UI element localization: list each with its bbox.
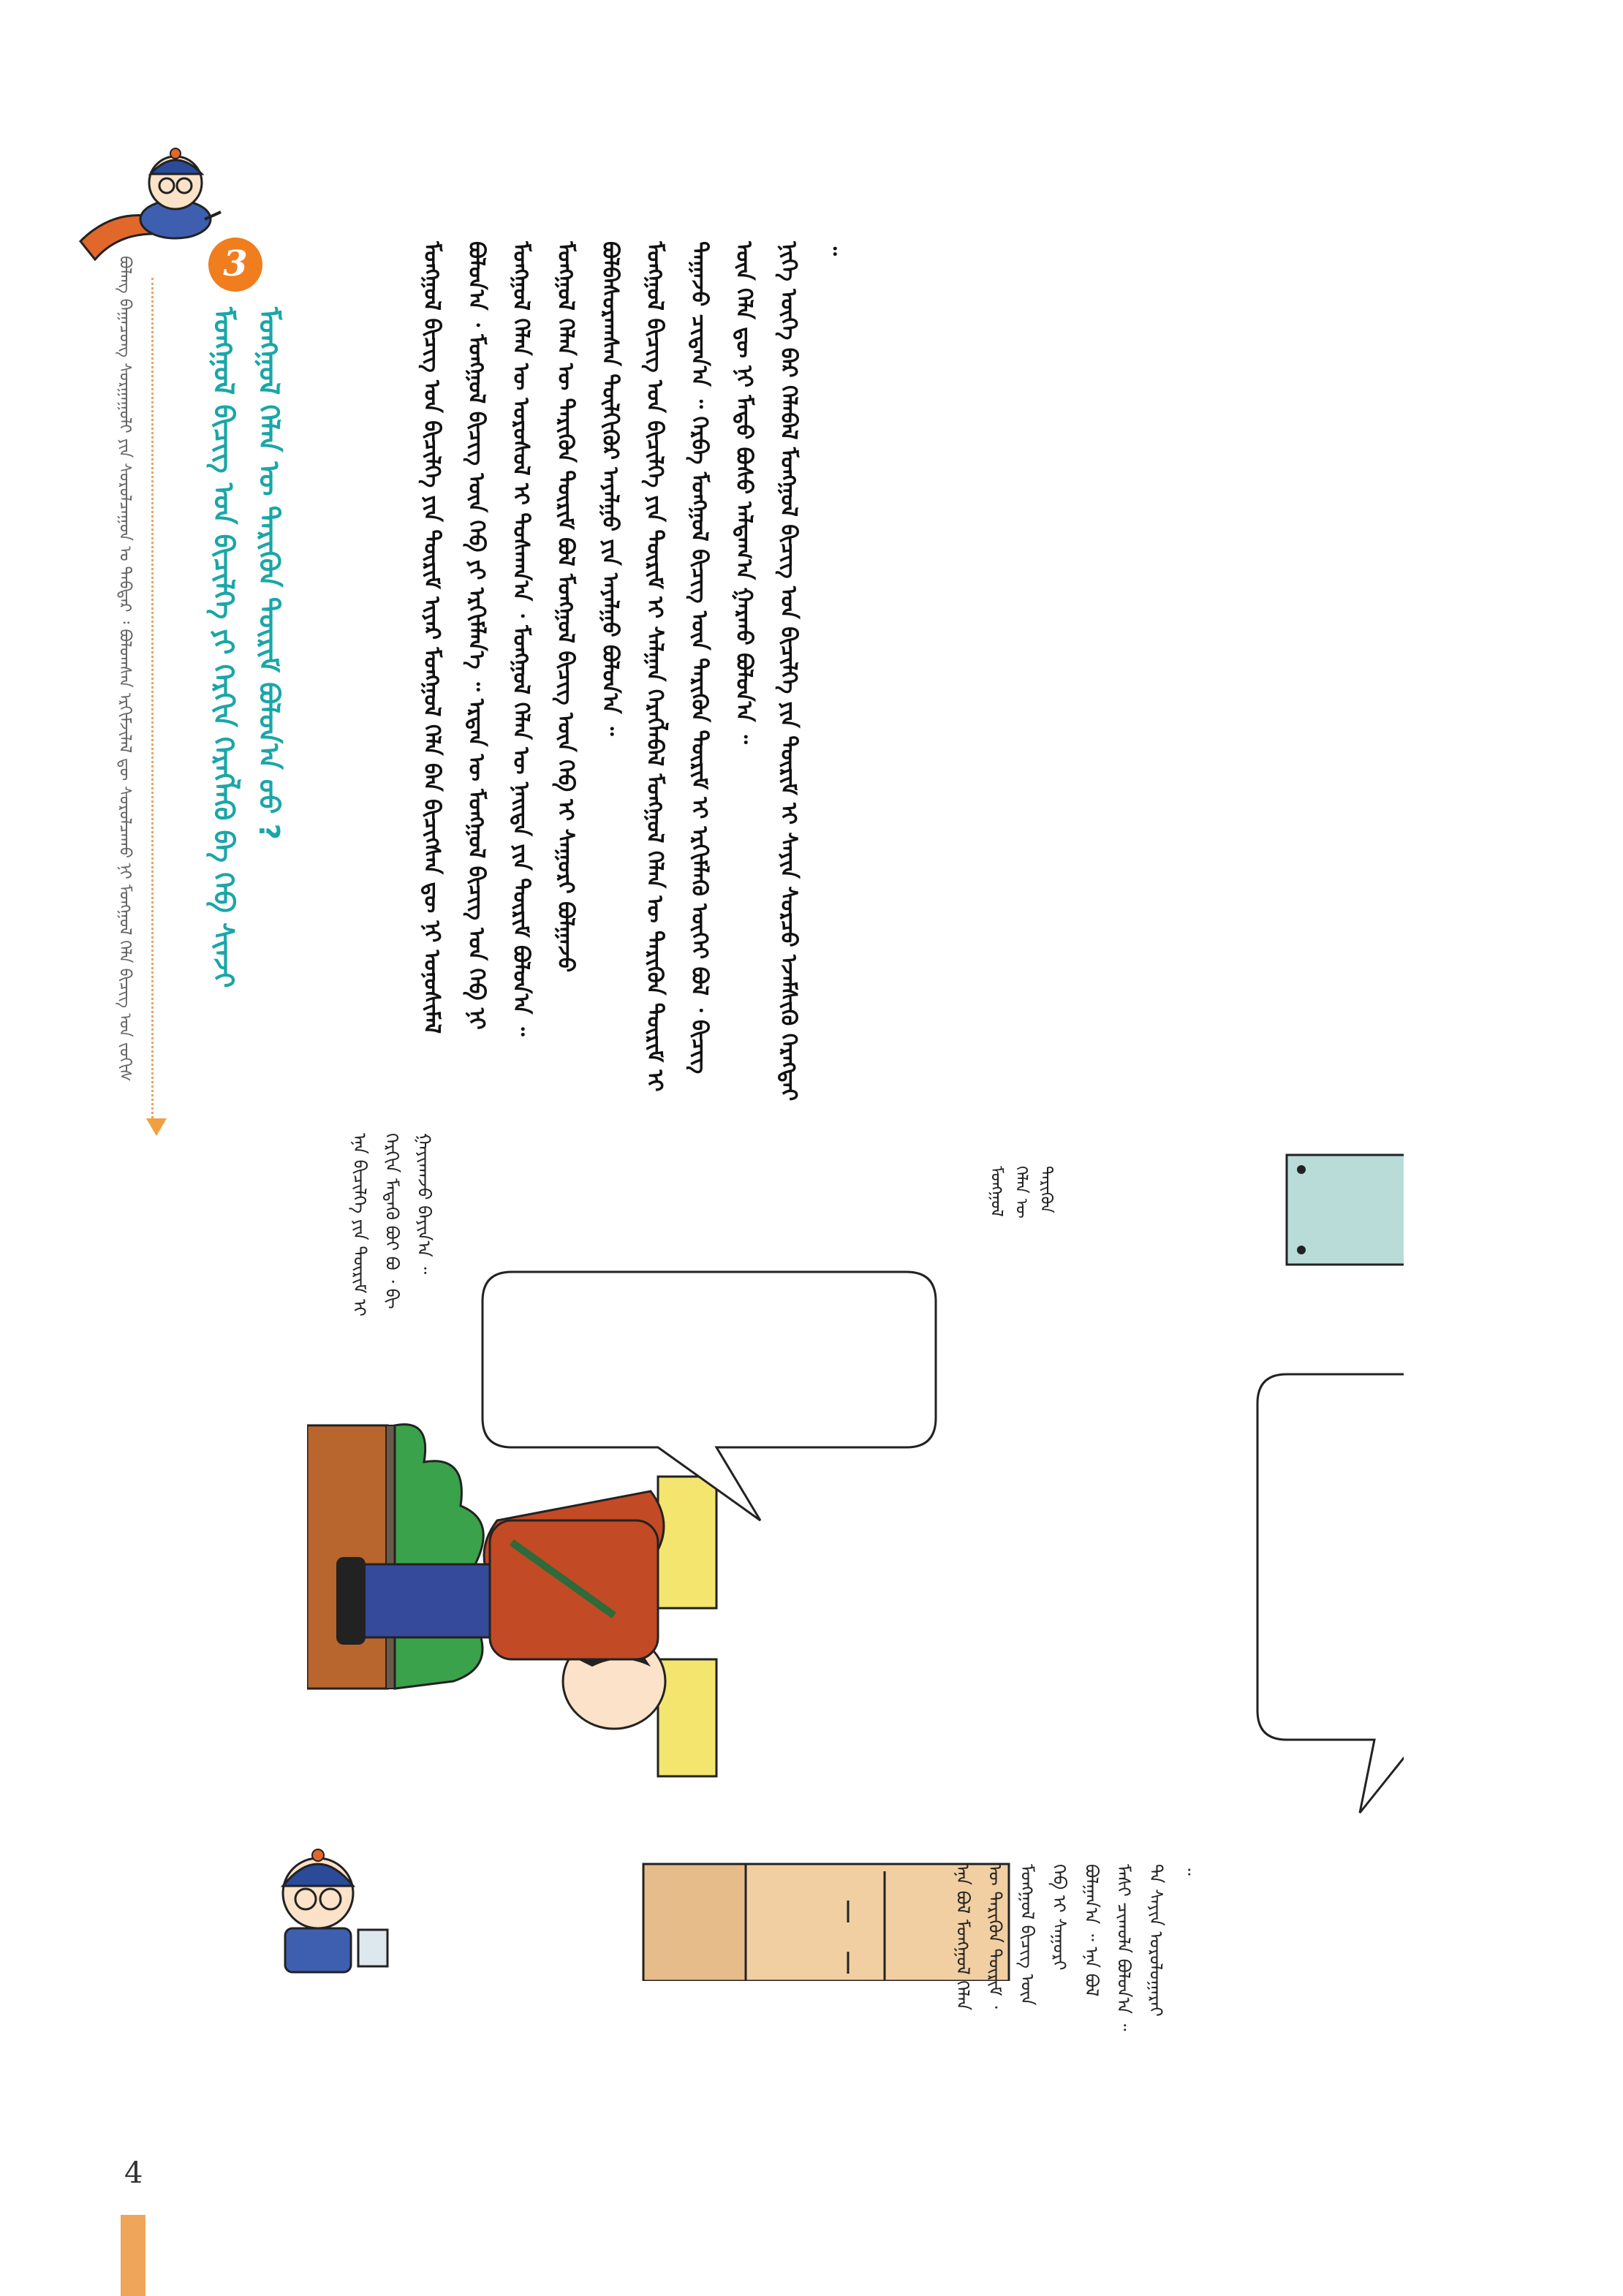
- window: [658, 1659, 716, 1776]
- mascot-boy-icon: [241, 1842, 395, 1988]
- speech-bubble-top-text: ᠡᠨᠡ ᠪᠢᠴᠢᠯᠭᠡ ᠶᠢᠨ ᠳᠦᠷᠢᠮ ᠢ ᠬᠡᠷᠬᠢᠨ ᠮᠡᠳᠡᠬᠦ ᠪᠤᠢ ᠪᠤ ᠂ ᠪᠢ ᠭᠠᠶᠢᠬᠠᠵᠤ ᠪᠠᠶᠢᠨ᠎ᠠ ᠃: [349, 1133, 434, 1316]
- body-paragraph: ᠮᠣᠩᠭᠣᠯ ᠪᠢᠴᠢᠭ ᠤᠨ ᠪᠢᠴᠢᠯᠭᠡ ᠶᠢᠨ ᠳᠦᠷᠢᠮ ᠢ ᠰᠠᠯᠭᠠᠨ ᠬᠡᠷᠡᠭᠯᠡᠪᠡᠯ ᠮᠣᠩᠭᠣᠯ ᠬᠡᠯᠡᠨ ᠦ ᠲᠡᠷᠢᠭᠦᠨ ᠳᠦᠷᠢᠮ ᠢ ᠳᠠᠭᠠᠵᠤ ᠴᠢᠳᠠᠨ᠎ᠠ ᠃ ᠬᠡᠷᠪᠡ ᠮᠣᠩᠭᠣᠯ ᠪᠢᠴᠢᠭ ᠦᠨ ᠲᠡᠷᠢᠭᠦᠨ ᠳᠦᠷᠢᠮ ᠢ ᠡᠷᠬᠢᠮᠯᠡᠬᠦ ᠦᠭᠡᠢ ᠪᠣᠯ ᠂ ᠪᠢᠴᠢᠭ ᠦᠨ ᠬᠡᠯᠡ ᠳᠦ ᠨᠢ ᠮᠡᠲᠦ ᠪᠤᠰᠤ ᠠᠯᠳᠠᠭ᠎ᠠ ᠭᠠᠷᠬᠤ ᠪᠣᠯᠤᠨ᠎ᠠ ᠃: [642, 241, 757, 1092]
- running-header: ᠪᠣᠯᠠᠩ ᠪᠠᠭᠠᠴᠤᠩ ᠰᠤᠷᠭᠠᠭᠤᠯᠢ ᠶᠢᠨ ᠰᠤᠷᠤᠯᠴᠠᠭᠤᠨ ᠤ ᠳᠡᠪᠲᠡᠷ ᠄ ᠪᠣᠯᠤᠭᠰᠠᠨ ᠡᠷᠭᠢᠮᠵᠢᠯᠡᠯ ᠳᠦ ᠰᠤᠷᠤᠯᠴᠠᠬᠤ ᠨᠢ ᠮᠣᠩᠭᠣᠯ ᠬᠡᠯᠡ ᠪᠢᠴᠢᠭ ᠤᠨ ᠵᠣᠬᠢᠰ: [116, 256, 134, 1082]
- speech-bubble-bottom: [1257, 1374, 1404, 1813]
- body-paragraph: ᠨᠢᠭᠡ ᠦᠭᠡ ᠪᠡᠷ ᠬᠡᠯᠡᠪᠡᠯ ᠮᠣᠩᠭᠣᠯ ᠪᠢᠴᠢᠭ ᠤᠨ ᠪᠢᠴᠢᠯᠭᠡ ᠶᠢᠨ ᠳᠦᠷᠢᠮ ᠢ ᠰᠠᠶᠢᠨ ᠰᠤᠷᠴᠤ ᠡᠵᠡᠮᠰᠢᠬᠦ ᠬᠡᠷᠡᠭᠲᠡᠶ ᠃: [776, 241, 846, 1102]
- header-arrow-icon: [146, 1118, 167, 1136]
- header-divider: [151, 278, 154, 1118]
- page-number: 4: [124, 2156, 143, 2190]
- body-paragraph: ᠮᠣᠩᠭᠣᠯ ᠪᠢᠴᠢᠭ ᠤᠨ ᠪᠢᠴᠢᠯᠭᠡ ᠶᠢᠨ ᠳᠦᠷᠢᠮ ᠢᠶᠡᠷ ᠮᠣᠩᠭᠣᠯ ᠬᠡᠯᠡ ᠪᠡᠨ ᠪᠢᠴᠢᠭᠰᠡᠨ ᠳᠦ ᠨᠢ ᠤᠨᠤᠰᠢᠮᠠᠯ ᠪᠣᠯᠤᠨ᠎ᠠ ᠂ ᠮᠣᠩᠭᠣᠯ ᠪᠢᠴᠢᠭ ᠦᠨ ᠬᠡᠪ ᠶᠢ ᠡᠷᠬᠢᠮᠯᠡᠨ᠎ᠡ ᠃ ᠡᠷᠲᠡᠨ ᠦ ᠮᠣᠩᠭᠣᠯ ᠪᠢᠴᠢᠭ ᠤᠨ ᠬᠡᠪ ᠨᠢ ᠮᠣᠩᠭᠣᠯ ᠬᠡᠯᠡᠨ ᠦ ᠤᠷᠤᠰᠤᠯ ᠢ ᠲᠤᠰᠬᠠᠨ᠎ᠠ ᠂ ᠮᠣᠩᠭᠣᠯ ᠬᠡᠯᠡᠨ ᠦ ᠨᠡᠢᠲᠡ ᠶᠢᠨ ᠳᠦᠷᠢᠮ ᠪᠣᠯᠣᠨ᠎ᠠ ᠃: [419, 241, 534, 1037]
- page-tab-marker: [121, 2215, 145, 2296]
- flying-boy-mascot-icon: [66, 132, 234, 278]
- speech-bubble-bottom-text: ᠡᠨᠡ ᠪᠣᠯ ᠮᠣᠩᠭᠣᠯ ᠬᠡᠯᠡᠨ ᠦ ᠲᠡᠷᠢᠭᠦᠨ ᠳᠦᠷᠢᠮ ᠂ ᠮᠣᠩᠭᠣᠯ ᠪᠢᠴᠢᠭ ᠦᠨ ᠬᠡᠪ ᠢ ᠰᠠᠭᠤᠷᠢ ᠪᠣᠯᠭᠠᠨ᠎ᠠ ᠃ ᠡᠨᠡ ᠪᠣᠯ ᠮᠠᠰᠢ ᠴᠢᠬᠤᠯᠠ ᠪᠣᠯᠤᠨ᠎ᠠ ᠃ ᠲᠠ ᠰᠠᠶᠢᠨ ᠤᠷᠤᠯᠤᠭᠠᠷᠠᠢ ᠃: [953, 1864, 1198, 2031]
- section-number-badge: 3: [208, 238, 262, 292]
- hanging-sign-text: ᠮᠣᠩᠭᠣᠯ ᠬᠡᠯᠡᠨ ᠦ ᠲᠡᠷᠢᠭᠦᠨ: [987, 1166, 1055, 1219]
- body-text: [409, 241, 1389, 1104]
- bush-icon: [395, 1425, 490, 1689]
- body-paragraph: ᠮᠣᠩᠭᠣᠯ ᠬᠡᠯᠡᠨ ᠦ ᠲᠡᠷᠢᠭᠦᠨ ᠳᠦᠷᠢᠮ ᠪᠣᠯ ᠮᠣᠩᠭᠣᠯ ᠪᠢᠴᠢᠭ ᠦᠨ ᠬᠡᠪ ᠢ ᠰᠠᠭᠤᠷᠢ ᠪᠣᠯᠭᠠᠵᠤ ᠪᠣᠯᠪᠠᠰᠤᠷᠠᠭᠰᠠᠨ ᠲᠦᠯᠬᠢᠭᠦᠷ ᠠᠶᠠᠯᠭᠤ ᠶᠢᠨ ᠠᠶᠠᠯᠭᠤ ᠪᠣᠯᠤᠨ᠎ᠠ ᠃: [553, 241, 623, 973]
- section-title: ᠮᠣᠩᠭᠣᠯ ᠪᠢᠴᠢᠭ ᠤᠨ ᠪᠢᠴᠢᠯᠭᠡ ᠶᠢ ᠬᠡᠷᠬᠢᠨ ᠬᠡᠷᠡᠭᠯᠡᠬᠦ ᠪᠡ ᠬᠡᠪ ᠰᠢᠨᠵᠢ ᠮᠣᠩᠭᠣᠯ ᠬᠡᠯᠡᠨ ᠦ ᠲᠡᠷᠢᠭᠦᠨ ᠳᠦᠷᠢᠮ ᠪᠣᠯᠣᠨ᠎ᠠ ᠤᠤ ?: [208, 307, 285, 988]
- window: [658, 1477, 716, 1608]
